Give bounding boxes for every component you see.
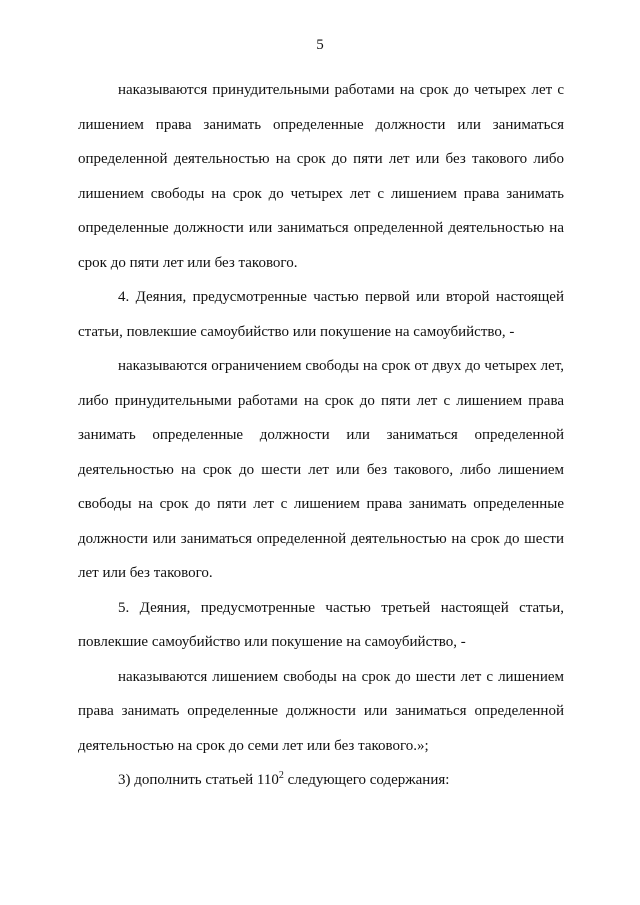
amendment-text-after: следующего содержания: xyxy=(283,772,450,788)
paragraph-punishment-part5: наказываются лишением свободы на срок до шести лет с лишением права занимать определенные должности или заниматься определенной деятельностью на срок до семи лет или без такового.»; xyxy=(78,668,564,754)
paragraph-punishment-part3: наказываются принудительными работами на срок до четырех лет с лишением права занимать определенные должности или заниматься определенной деятельностью на срок до пяти лет или без такового либо лишением свободы на срок до четырех лет с лишением права занимать определенные должности или заниматься определенной деятельностью на срок до пяти лет или без такового. xyxy=(78,82,564,271)
amendment-text-before: 3) дополнить статьей 110 xyxy=(118,772,279,788)
paragraph-part-4: 4. Деяния, предусмотренные частью первой или второй настоящей статьи, повлекшие самоубийство или покушение на самоубийство, - xyxy=(78,289,564,340)
paragraph-part-5: 5. Деяния, предусмотренные частью третьей настоящей статьи, повлекшие самоубийство или покушение на самоубийство, - xyxy=(78,599,564,650)
article-superscript: 2 xyxy=(278,770,284,781)
paragraph-amendment-3 xyxy=(78,763,564,798)
page-number: 5 xyxy=(316,37,324,53)
document-body xyxy=(78,73,564,798)
paragraph-punishment-part4: наказываются ограничением свободы на срок от двух до четырех лет, либо принудительными работами на срок до пяти лет с лишением права занимать определенные должности или заниматься определенной деятельностью на срок до шести лет или без такового, либо лишением свободы на срок до пяти лет с лишением права занимать определенные должности или заниматься определенной деятельностью на срок до шести лет или без такового. xyxy=(78,358,564,581)
